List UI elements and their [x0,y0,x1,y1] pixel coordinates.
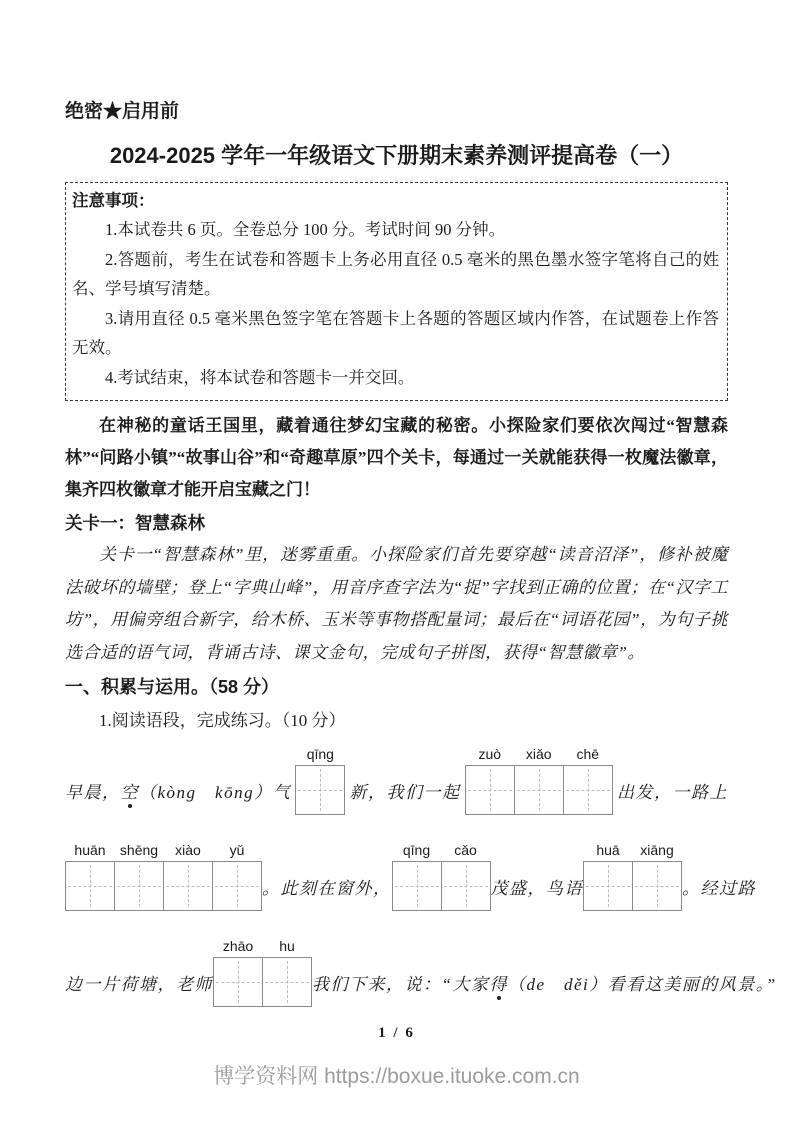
q1-line-2 [65,842,756,911]
secrecy-label: 绝密★启用前 [65,101,180,122]
q1-instruction: 1.阅读语段，完成练习。（10 分） [99,711,346,730]
q1-line-3 [65,938,777,1007]
pinyin-label: qīng [402,842,431,858]
text-run: （de děi）看看这美丽的风景。” [507,974,777,994]
watermark: 博学资料网 https://boxue.ituoke.com.cn [213,1065,580,1088]
text-segment: 新，我们一起 [349,782,461,802]
q1-line-1 [65,746,728,815]
writing-box [392,842,442,911]
writing-box-group [295,746,345,815]
pinyin-label: zuò [478,746,502,762]
emphasized-char: 得 [489,974,508,994]
writing-box-group [213,938,312,1007]
text-segment: 边一片荷塘，老师 [65,974,213,994]
writing-box [114,842,164,911]
pinyin-label: qīng [306,746,334,762]
writing-box [563,746,613,815]
text-segment: 。此刻在窗外， [262,878,392,898]
text-segment [312,970,777,995]
pinyin-label: hu [279,938,295,954]
text-run: （kòng kōng）气 [139,782,292,802]
writing-box [65,842,115,911]
pinyin-label: xiǎo [525,746,552,762]
writing-box-group [65,842,262,911]
notice-item-3: 3.请用直径 0.5 毫米黑色签字笔在答题卡上各题的答题区域内作答，在试题卷上作答无效。 [72,308,719,357]
pinyin-label: xiāng [640,842,674,858]
writing-box [262,938,312,1007]
story-intro: 在神秘的童话王国里，藏着通往梦幻宝藏的秘密。小探险家们要依次闯过“智慧森林”“问路小镇”“故事山谷”和“奇趣草原”四个关卡，每通过一关就能获得一枚魔法徽章，集齐四枚徽章才能开启宝藏之门！ [65,416,728,499]
section1-heading: 一、积累与运用。（58 分） [65,677,280,697]
writing-box [583,842,633,911]
writing-box [213,938,263,1007]
writing-box-group [392,842,491,911]
pinyin-label: xiào [175,842,201,858]
text-segment [65,778,291,803]
pinyin-label: huā [596,842,620,858]
notice-item-4: 4.考试结束，将本试卷和答题卡一并交回。 [105,367,415,387]
notice-item-2: 2.答题前，考生在试卷和答题卡上务必用直径 0.5 毫米的黑色墨水签字笔将自己的姓名、学号填写清楚。 [72,249,719,298]
page-content [65,0,777,1007]
writing-box [163,842,213,911]
writing-box [212,842,262,911]
pinyin-label: huān [74,842,106,858]
text-segment: 出发，一路上 [616,782,728,802]
writing-box-group [465,746,613,815]
writing-box [441,842,491,911]
notice-title: 注意事项： [72,191,155,210]
pinyin-label: yǔ [229,842,245,858]
emphasized-char: 空 [120,782,139,802]
writing-box-group [583,842,682,911]
writing-box [632,842,682,911]
pinyin-label: cǎo [454,842,477,858]
level1-heading: 关卡一：智慧森林 [65,513,205,533]
writing-box [514,746,564,815]
writing-box [295,746,345,815]
pinyin-label: chē [576,746,600,762]
notice-box [65,182,728,401]
text-segment: 茂盛，鸟语 [490,878,583,898]
writing-box [465,746,515,815]
pinyin-label: shēng [119,842,159,858]
level1-description: 关卡一“智慧森林”里，迷雾重重。小探险家们首先要穿越“读音沼泽”，修补被魔法破坏的墙壁；登上“字典山峰”，用音序查字法为“捉”字找到正确的位置；在“汉字工坊”，用偏旁组合新字，给木桥、玉米等事物搭配量词；最后在“词语花园”，为句子挑选合适的语气词，背诵古诗、课文金句，完成句子拼图，获得“智慧徽章”。 [65,545,728,662]
text-run: 我们下来，说：“大家 [312,974,490,994]
pinyin-label: zhāo [222,938,254,954]
paper-title: 2024-2025 学年一年级语文下册期末素养测评提高卷（一） [109,143,684,168]
text-run: 早晨， [65,782,121,802]
text-segment: 。经过路 [682,878,756,898]
page-number: 1 / 6 [378,1025,415,1041]
notice-item-1: 1.本试卷共 6 页。全卷总分 100 分。考试时间 90 分钟。 [105,220,506,239]
